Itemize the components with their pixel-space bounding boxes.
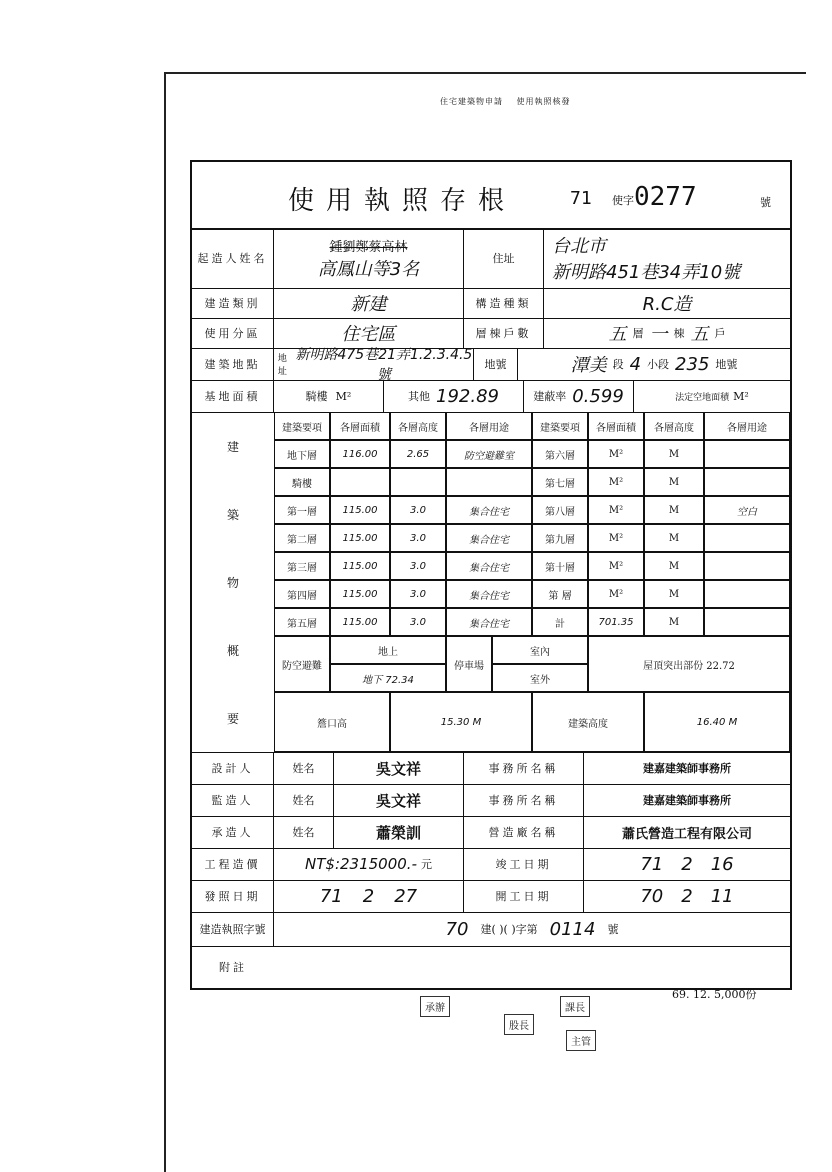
floor-item: 第一層 [274,496,330,524]
side-char-3: 物 [226,575,239,590]
permit-suffix-label: 號 [607,923,619,936]
completion-year: 71 [640,853,664,875]
supervisor-name: 吳文祥 [334,784,464,816]
applicant-cell [274,228,464,288]
floor-use: 集合住宅 [446,608,532,636]
header-stamps [440,96,581,107]
contractor-firm-label: 營造廠名稱 [464,816,584,848]
upper-floor-height: M [644,524,704,552]
permit-form [190,160,792,990]
other-cell [384,380,524,412]
note-label: 附註 [219,961,247,974]
eave-label: 簷口高 [274,692,390,752]
upper-floor-height: M [644,580,704,608]
buildings-count: 一 [649,324,668,345]
floor-item: 騎樓 [274,468,330,496]
address-line1: 台北市 [552,236,606,257]
supervisor-row [192,784,790,817]
coverage-value: 0.599 [572,385,624,407]
seal-extra: 主管 [566,1030,596,1051]
supervisor-office: 建嘉建築師事務所 [643,794,731,807]
floor-area: 115.00 [330,580,390,608]
floor-area: 115.00 [330,524,390,552]
side-char-4: 概 [226,643,239,658]
cost-row [192,848,790,881]
units-unit: 戶 [714,327,726,340]
area-label: 基地面積 [192,380,274,412]
designer-office: 建嘉建築師事務所 [643,762,731,775]
contractor-name-label: 姓名 [274,816,334,848]
supervisor-name-label: 姓名 [274,784,334,816]
lot-unit: 地號 [715,358,738,371]
floor-area: 115.00 [330,496,390,524]
site-address-cell [274,347,474,383]
floor-height [390,468,446,496]
side-char-2: 築 [226,507,239,522]
floor-use: 集合住宅 [446,524,532,552]
address-label: 住址 [464,228,544,288]
site-label: 建築地點 [192,348,274,380]
contractor-label: 承造人 [192,816,274,848]
issue-year: 71 [319,885,343,907]
site-addr-label: 地址 [277,354,287,377]
contractor-firm: 蕭氏營造工程有限公司 [621,826,752,842]
side-char-1: 建 [226,439,239,454]
upper-floor-use [704,524,790,552]
roof-projection: 屋頂突出部份 22.72 [588,636,790,692]
designer-label: 設計人 [192,752,274,784]
floor-use: 集合住宅 [446,580,532,608]
upper-floor-use [704,580,790,608]
section-name: 潭美 [570,355,607,376]
upper-floor-item: 第九層 [532,524,588,552]
seal-mid: 股長 [504,1014,534,1035]
upper-floor-item: 第八層 [532,496,588,524]
shelter-below: 地下 72.34 [330,664,446,692]
applicant-name: 高鳳山等3名 [317,258,420,280]
site-row [192,348,790,381]
start-label: 開工日期 [464,880,584,912]
upper-floor-height: M [644,552,704,580]
zoning-row [192,318,790,349]
floor-item: 第二層 [274,524,330,552]
floor-height: 3.0 [390,524,446,552]
address-cell [544,228,790,288]
issue-row [192,880,790,913]
applicant-label: 起造人姓名 [192,228,274,288]
header-stamp-right: 使用執照核發 [516,97,571,106]
permit-number: 0277 [634,182,697,212]
issue-day: 27 [394,885,418,907]
upper-floor-area: M² [588,524,644,552]
designer-row [192,752,790,785]
floor-use: 集合住宅 [446,496,532,524]
floor-height: 3.0 [390,580,446,608]
permit-year-value: 70 [445,918,469,940]
supervisor-label: 監造人 [192,784,274,816]
floor-use: 集合住宅 [446,552,532,580]
completion-label: 竣工日期 [464,848,584,880]
coverage-cell [524,380,634,412]
parking-indoor: 室內 [492,636,588,664]
start-year: 70 [640,885,664,907]
floor-height: 3.0 [390,552,446,580]
buildings-unit: 棟 [673,327,685,340]
start-date [584,880,790,912]
side-char-5: 要 [226,711,239,726]
permit-prefix: 使字 [612,194,634,207]
arcade-cell [274,380,384,412]
building-type-value: 新建 [274,288,464,318]
permit-year: 71 [570,188,592,209]
upper-floor-use [704,552,790,580]
seal-right: 課長 [560,996,590,1017]
legal-space-unit: M² [733,389,749,403]
header-7: 各層高度 [644,412,704,440]
permit-cell [274,912,790,946]
floor-area: 116.00 [330,440,390,468]
cost-label: 工程造價 [192,848,274,880]
floor-item: 第四層 [274,580,330,608]
upper-floor-height: M [644,608,704,636]
arcade-unit: M² [335,389,352,403]
summary-side-label [192,412,275,752]
floor-use: 防空避難室 [446,440,532,468]
building-type-label: 建造類別 [192,288,274,318]
upper-floor-item: 第十層 [532,552,588,580]
shelter-above: 地上 [330,636,446,664]
floor-height: 2.65 [390,440,446,468]
upper-floor-use: 空白 [704,496,790,524]
upper-floor-area: M² [588,440,644,468]
start-day: 11 [710,885,734,907]
units-count: 五 [690,324,709,345]
upper-floor-height: M [644,468,704,496]
eave-value: 15.30 M [390,692,532,752]
upper-floor-item: 第七層 [532,468,588,496]
header-3: 各層高度 [390,412,446,440]
floor-area: 115.00 [330,608,390,636]
permit-suffix: 號 [760,196,771,209]
designer-name-label: 姓名 [274,752,334,784]
header-6: 各層面積 [588,412,644,440]
permit-row [192,912,790,947]
subsection-number: 4 [629,353,642,375]
zoning-value: 住宅區 [274,318,464,348]
floors-label: 層棟戶數 [464,318,544,348]
upper-floor-height: M [644,440,704,468]
permit-text: 建( )( )字第 [480,923,538,936]
lot-number: 235 [675,353,710,375]
header-8: 各層用途 [704,412,790,440]
upper-floor-area: M² [588,496,644,524]
other-value: 192.89 [436,385,499,407]
form-title-row [192,162,790,230]
upper-floor-height: M [644,496,704,524]
upper-floor-item: 第 層 [532,580,588,608]
floor-area: 115.00 [330,552,390,580]
area-row [192,380,790,413]
upper-floor-use [704,440,790,468]
upper-floor-item: 第六層 [532,440,588,468]
permit-label: 建造執照字號 [192,912,274,946]
upper-floor-area: M² [588,552,644,580]
form-title: 使用執照存根 [288,186,517,216]
legal-space-cell [634,380,790,412]
designer-office-label: 事務所名稱 [464,752,584,784]
type-row [192,288,790,319]
zoning-label: 使用分區 [192,318,274,348]
applicant-row [192,228,790,289]
cost-value: NT$:2315000.- [305,855,417,873]
coverage-label: 建蔽率 [533,390,567,403]
contractor-name: 蕭榮訓 [334,816,464,848]
summary-block [192,412,790,753]
seal-left: 承辦 [420,996,450,1017]
print-note: 69. 12. 5,000份 [672,988,757,1001]
floor-area [330,468,390,496]
header-5: 建築要項 [532,412,588,440]
arcade-label: 騎樓 [305,390,328,403]
completion-day: 16 [710,853,734,875]
subsection-unit: 小段 [647,358,670,371]
floor-item: 第五層 [274,608,330,636]
parking-outdoor: 室外 [492,664,588,692]
header-2: 各層面積 [330,412,390,440]
completion-month: 2 [681,853,693,875]
issue-date [274,880,464,912]
header-4: 各層用途 [446,412,532,440]
floors-cell [544,318,790,348]
header-1: 建築要項 [274,412,330,440]
upper-floor-item: 計 [532,608,588,636]
floors-unit: 層 [632,327,644,340]
completion-date [584,848,790,880]
upper-floor-area: M² [588,468,644,496]
shelter-label: 防空避難 [274,636,330,692]
contractor-row [192,816,790,849]
permit-no: 0114 [549,918,596,940]
cost-cell [274,848,464,880]
other-label: 其他 [408,390,430,403]
floor-item: 第三層 [274,552,330,580]
floor-use [446,468,532,496]
site-address: 新明路475巷21弄1.2.3.4.5號 [295,347,473,383]
start-month: 2 [681,885,693,907]
header-stamp-left: 住宅建築物申請 [440,97,503,106]
parking-label: 停車場 [446,636,492,692]
structure-label: 構造種類 [464,288,544,318]
issue-label: 發照日期 [192,880,274,912]
supervisor-office-label: 事務所名稱 [464,784,584,816]
floor-item: 地下層 [274,440,330,468]
cost-unit: 元 [420,858,432,871]
floor-height: 3.0 [390,608,446,636]
floors-count: 五 [608,324,627,345]
upper-floor-area: M² [588,580,644,608]
height-label: 建築高度 [532,692,644,752]
lot-cell [518,348,790,380]
section-unit: 段 [612,358,624,371]
note-row [192,946,790,988]
applicant-crossed: 鍾劉鄭蔡高林 [329,239,408,255]
height-value: 16.40 M [644,692,790,752]
floor-height: 3.0 [390,496,446,524]
upper-floor-area: 701.35 [588,608,644,636]
issue-month: 2 [362,885,375,907]
address-line2: 新明路451巷34弄10號 [552,262,741,283]
designer-name: 吳文祥 [334,752,464,784]
upper-floor-use [704,608,790,636]
lot-label: 地號 [474,348,518,380]
legal-space-label: 法定空地面積 [675,392,730,403]
structure-value: R.C造 [642,294,692,315]
upper-floor-use [704,468,790,496]
summary-grid [274,412,790,752]
